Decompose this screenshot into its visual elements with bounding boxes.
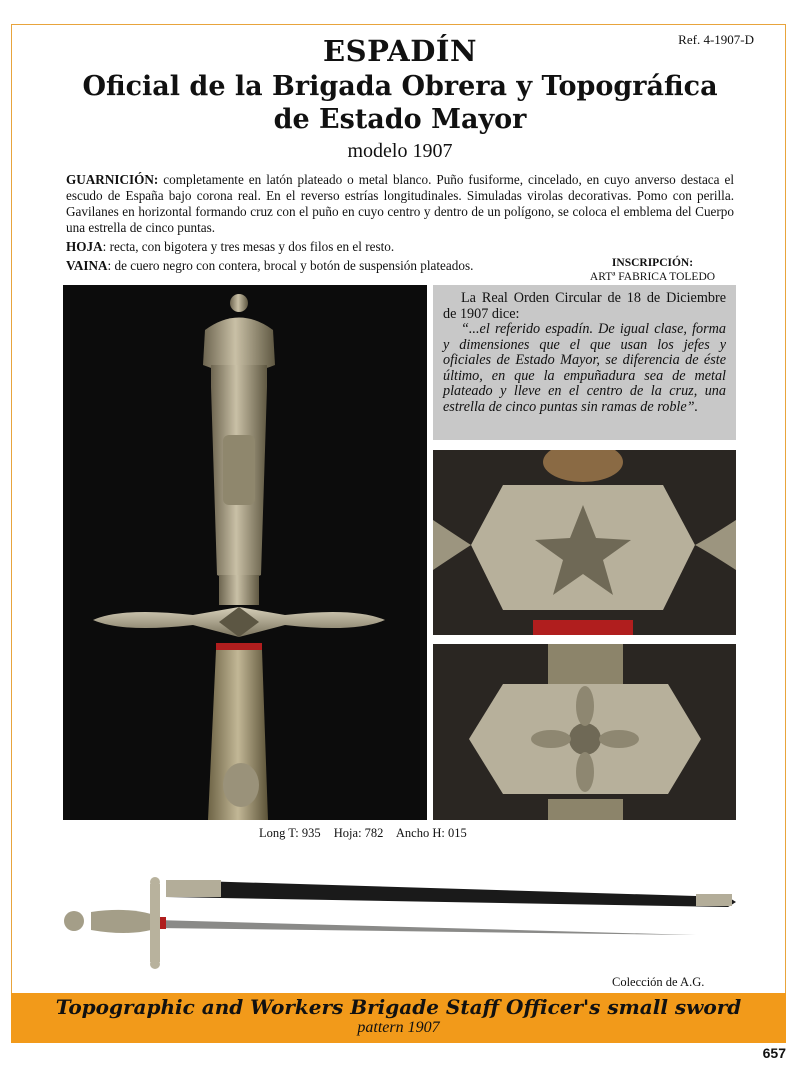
flower-detail-illustration — [433, 644, 736, 820]
title-main: ESPADÍN — [323, 34, 477, 68]
quote-intro: La Real Orden Circular de 18 de Diciembre de 1907 dice: — [443, 290, 726, 322]
star-detail-photo — [433, 450, 736, 635]
flower-detail-photo — [433, 644, 736, 820]
guarnicion-paragraph — [66, 172, 734, 236]
collection-credit: Colección de A.G. — [612, 975, 705, 989]
page-number: 657 — [762, 1045, 786, 1061]
hilt-illustration — [63, 285, 427, 820]
english-title-band — [11, 993, 786, 1043]
measurements — [259, 826, 477, 841]
full-sword-photo — [56, 872, 746, 972]
reference-code: Ref. 4-1907-D — [678, 32, 754, 47]
english-title: Topographic and Workers Brigade Staff Officer's small sword — [55, 995, 742, 1019]
vaina-label: VAINA — [66, 258, 108, 273]
hilt-photo — [63, 285, 427, 820]
english-subtitle: pattern 1907 — [357, 1019, 440, 1036]
guarnicion-label: GUARNICIÓN: — [66, 172, 159, 187]
title-line-3: de Estado Mayor — [273, 104, 527, 135]
vaina-text: : de cuero negro con contera, brocal y botón de suspensión plateados. — [107, 258, 474, 273]
guarnicion-text: completamente en latón plateado o metal blanco. Puño fusiforme, cincelado, en cuyo anverso destaca el escudo de España bajo corona real. En el reverso estrías longitudinales. Simuladas virolas decorativas. Pomo con perilla. Gavilanes en horizontal formando cruz con el puño en cuyo centro y dentro de un polígono, se coloca el emblema del Cuerpo una estrella de cinco puntas. — [66, 172, 734, 235]
title-model: modelo 1907 — [347, 140, 453, 162]
hoja-paragraph — [66, 239, 734, 255]
full-sword-illustration — [56, 872, 746, 972]
quote-box — [433, 285, 736, 440]
hoja-label: HOJA — [66, 239, 103, 254]
title-line-2: Oficial de la Brigada Obrera y Topográfica — [82, 71, 718, 102]
star-detail-illustration — [433, 450, 736, 635]
inscription-text: ARTª FABRICA TOLEDO — [589, 271, 716, 283]
length-total: Long T: 935 — [259, 826, 321, 840]
inscription — [570, 256, 735, 284]
title-subtitle — [0, 70, 800, 136]
inscription-label: INSCRIPCIÓN: — [611, 257, 694, 269]
hoja-text: : recta, con bigotera y tres mesas y dos filos en el resto. — [102, 239, 395, 254]
blade-width: Ancho H: 015 — [395, 826, 467, 840]
quote-text: “...el referido espadín. De igual clase, forma y dimensiones que el que usan los jefes y oficiales de Estado Mayor, se diferencia de éste último, en que la empuñadura sea de metal plateado y lleve en el centro de la cruz, una estrella de cinco puntas sin ramas de roble”. — [443, 321, 726, 415]
length-blade: Hoja: 782 — [333, 826, 384, 840]
